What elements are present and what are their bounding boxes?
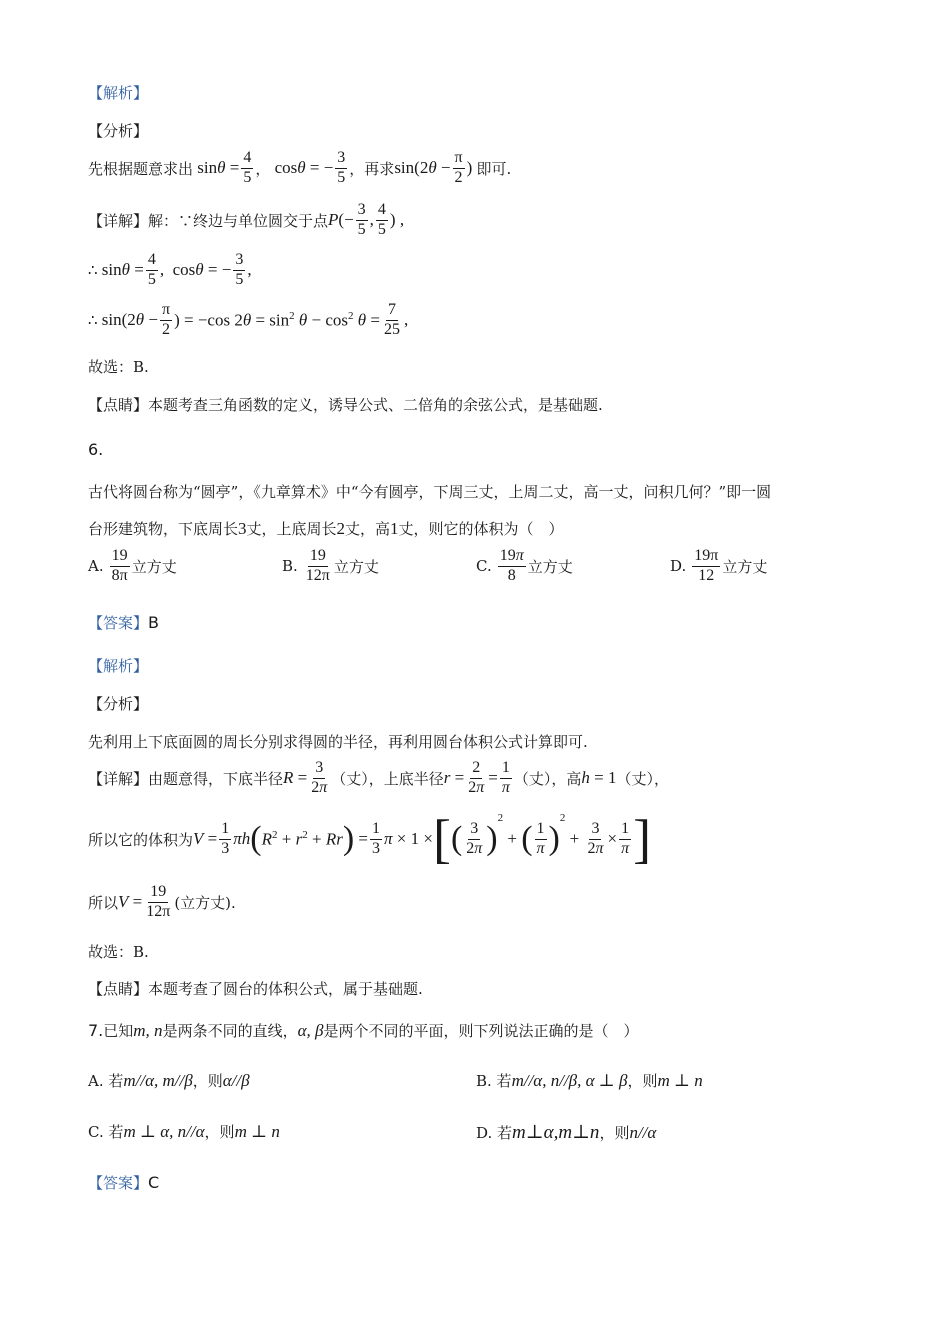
fraction: $\frac{4}{5}$ — [243, 149, 252, 186]
q6-choose: 故选：B. — [88, 943, 149, 961]
section-jiexi-tag: 【解析】 — [88, 84, 149, 102]
fraction: $\frac{3}{5}$ — [235, 251, 244, 288]
question-number-6: 6. — [88, 440, 104, 459]
fraction: $\frac{7}{25}$ — [383, 301, 400, 338]
q6-dianjing: 【点睛】 本题考查了圆台的体积公式，属于基础题. — [88, 980, 423, 998]
q6-option-a[interactable]: A. $\frac{19}{8\pi}$ 立方丈 — [88, 547, 177, 584]
fraction: $\frac{3}{2\pi}$ — [311, 759, 328, 796]
fraction: $\frac{19\pi}{8}$ — [499, 547, 524, 584]
q6-analysis: 先利用上下底面圆的周长分别求得圆的半径，再利用圆台体积公式计算即可. — [88, 733, 588, 751]
fraction: $\frac{\pi}{2}$ — [162, 301, 171, 338]
fraction: $\frac{19}{12\pi}$ — [305, 547, 330, 584]
math-sin: sinθ = — [193, 158, 240, 178]
math-cos: cosθ = − — [270, 158, 334, 178]
fraction: $\frac{19}{12\pi}$ — [146, 883, 171, 920]
q7-option-a[interactable]: A. 若 m//α, m//β ，则 α//β — [88, 1070, 250, 1090]
fraction: $\frac{3}{5}$ — [357, 201, 366, 238]
fraction: $\frac{1}{3}$ — [371, 819, 380, 857]
q6-option-b[interactable]: B. $\frac{19}{12\pi}$ 立方丈 — [282, 547, 379, 584]
fraction: $\frac{19\pi}{12}$ — [694, 547, 719, 584]
q7-option-c[interactable]: C. 若 m ⊥ α, n//α ，则 m ⊥ n — [88, 1121, 280, 1141]
choose-line: 故选：B. — [88, 358, 149, 376]
q7-stem: 7. 已知 m, n 是两条不同的直线， α, β 是两个不同的平面，则下列说法正确的是（ ） — [88, 1020, 639, 1040]
q6-option-c[interactable]: C. $\frac{19\pi}{8}$ 立方丈 — [476, 547, 573, 584]
q6-detail-line: 【详解】 由题意得，下底半径 R = $\frac{3}{2\pi}$ （丈），上底半径 r = $\frac{2}{2\pi}$ = $\frac{1}{\pi}$ （丈），高 h = 1 （丈）， — [88, 759, 670, 796]
q7-answer: 【答案】 C — [88, 1173, 160, 1192]
math-point: P(− — [328, 210, 354, 230]
q6-option-d[interactable]: D. $\frac{19\pi}{12}$ 立方丈 — [670, 547, 768, 584]
q6-stem-1: 古代将圆台称为“圆亭”，《九章算术》中“今有圆亭，下周三丈，上周二丈，高一丈，问积几何？”即一圆 — [88, 483, 772, 501]
q6-so-line: 所以 V = $\frac{19}{12\pi}$ (立方丈). — [88, 883, 236, 920]
fraction: $\frac{4}{5}$ — [377, 201, 386, 238]
fraction: $\frac{3}{5}$ — [337, 149, 346, 186]
fraction: $\frac{2}{2\pi}$ — [468, 759, 485, 796]
q6-volume-line: 所以它的体积为 V = $\frac{1}{3}$ πh ( $R^2 + r^2 + Rr$ ) = $\frac{1}{3}$ π × 1 × [ ( $\frac{3}{2\pi}$ ) 2 + ( $\frac{1}{\pi}$ ) 2 + $\frac{3}{2\pi}$ × $\frac{1}{\pi}$ ] — [88, 809, 652, 869]
therefore-line-2: ∴ sin(2θ − $\frac{\pi}{2}$ ) = −cos $2\theta = \sin^2 \theta - \cos^2 \theta$ = $\frac{7}{25}$ , — [88, 301, 409, 338]
fraction: $\frac{1}{3}$ — [221, 819, 230, 857]
detail-line: 【详解】 解：∵终边与单位圆交于点 P(− $\frac{3}{5}$ , $\frac{4}{5}$ ) , — [88, 201, 405, 238]
section-fenxi-tag: 【分析】 — [88, 122, 149, 140]
fraction: $\frac{\pi}{2}$ — [454, 149, 463, 186]
fraction: $\frac{1}{\pi}$ — [501, 759, 510, 796]
analysis-line: 先根据题意求出 sinθ = $\frac{4}{5}$ ， cosθ = − $\frac{3}{5}$ ，再求 sin(2θ − $\frac{\pi}{2}$ ) 即可. — [88, 149, 512, 186]
dianjing-line: 【点睛】 本题考查三角函数的定义，诱导公式、二倍角的余弦公式，是基础题. — [88, 396, 603, 414]
q7-option-b[interactable]: B. 若 m//α, n//β, α ⊥ β ，则 m ⊥ n — [476, 1070, 703, 1090]
q6-answer: 【答案】 B — [88, 613, 159, 632]
q6-fenxi-tag: 【分析】 — [88, 695, 149, 713]
q6-jiexi-tag: 【解析】 — [88, 657, 149, 675]
therefore-line-1: ∴ sinθ = $\frac{4}{5}$ , cosθ = − $\frac{3}{5}$ , — [88, 251, 252, 288]
fraction: $\frac{4}{5}$ — [147, 251, 156, 288]
q7-option-d[interactable]: D. 若 m⊥α,m⊥n ，则 n//α — [476, 1122, 657, 1143]
fraction: $\frac{19}{8\pi}$ — [111, 547, 128, 584]
math-sin-expr: sin(2θ − — [394, 158, 451, 178]
q6-stem-2: 台形建筑物，下底周长 3 丈，上底周长 2 丈，高 1 丈，则它的体积为（ ） — [88, 518, 564, 538]
